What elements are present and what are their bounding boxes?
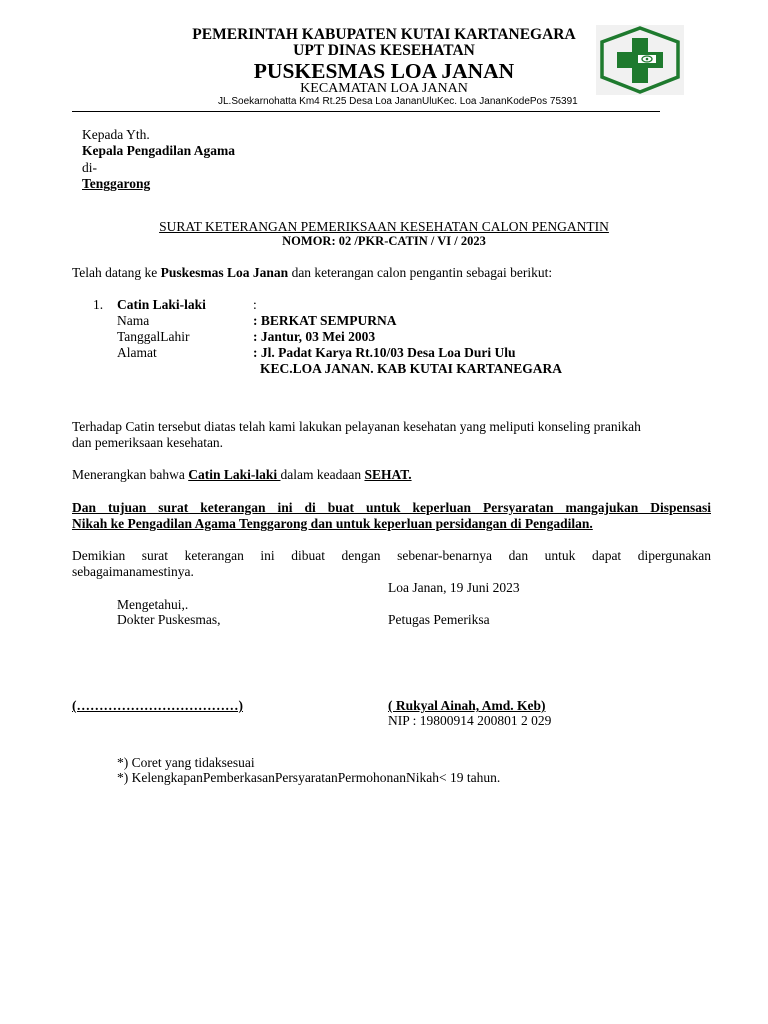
paragraph-purpose-line1: Dan tujuan surat keterangan ini di buat untuk keperluan Persyaratan mangajukan Dispensasi (72, 500, 711, 515)
catin-number: 1. (93, 297, 104, 312)
paragraph-purpose-line2: Nikah ke Pengadilan Agama Tenggarong dan untuk keperluan persidangan di Pengadilan. (72, 516, 593, 531)
signature-left-name: (………………………………) (72, 698, 243, 713)
document-number: NOMOR: 02 /PKR-CATIN / VI / 2023 (282, 234, 486, 248)
paragraph-closing-line2: sebagaimanamestinya. (72, 564, 194, 579)
signature-left-label2: Dokter Puskesmas, (117, 612, 221, 627)
note-line1: *) Coret yang tidaksesuai (117, 755, 255, 770)
field-value-nama: : BERKAT SEMPURNA (253, 313, 397, 328)
field-label-nama: Nama (117, 313, 150, 328)
agency-name: PEMERINTAH KABUPATEN KUTAI KARTANEGARA (192, 26, 576, 43)
signature-right-nip: NIP : 19800914 200801 2 029 (388, 713, 552, 728)
institution-name: PUSKESMAS LOA JANAN (253, 59, 515, 83)
puskesmas-logo-icon (596, 25, 684, 95)
district-name: KECAMATAN LOA JANAN (300, 81, 468, 96)
field-label-tanggal-lahir: TanggalLahir (117, 329, 190, 344)
signature-right-name: ( Rukyal Ainah, Amd. Keb) (388, 698, 546, 713)
intro-pre: Telah datang ke (72, 265, 161, 280)
field-label-alamat: Alamat (117, 345, 157, 360)
intro-post: dan keterangan calon pengantin sebagai berikut: (288, 265, 553, 280)
recipient-place: Tenggarong (82, 176, 151, 191)
statement-status: SEHAT. (364, 467, 412, 482)
intro-facility: Puskesmas Loa Janan (160, 265, 289, 280)
letterhead-address: JL.Soekarnohatta Km4 Rt.25 Desa Loa JananUluKec. Loa JananKodePos 75391 (218, 96, 578, 107)
catin-heading-colon: : (253, 297, 257, 312)
statement-catin: Catin Laki-laki (188, 467, 281, 482)
statement-mid: dalam keadaan (280, 467, 365, 482)
field-value-alamat: : Jl. Padat Karya Rt.10/03 Desa Loa Duri Ulu (253, 345, 516, 360)
puskesmas-logo (596, 25, 684, 95)
place-date: Loa Janan, 19 Juni 2023 (388, 580, 520, 595)
intro-text (72, 265, 552, 281)
letterhead-divider (72, 111, 660, 112)
signature-left-label1: Mengetahui,. (117, 597, 189, 612)
paragraph-closing-line1: Demikian surat keterangan ini dibuat dengan sebenar-benarnya dan untuk dapat dipergunakan (72, 548, 711, 563)
catin-heading: Catin Laki-laki (117, 297, 206, 312)
statement-pre: Menerangkan bahwa (72, 467, 189, 482)
note-line2: *) KelengkapanPemberkasanPersyaratanPermohonanNikah< 19 tahun. (117, 770, 501, 785)
recipient-greeting: Kepada Yth. (82, 127, 150, 142)
field-value-tanggal-lahir: : Jantur, 03 Mei 2003 (253, 329, 376, 344)
paragraph-statement (72, 467, 412, 483)
signature-right-label: Petugas Pemeriksa (388, 612, 490, 627)
field-value-alamat-line2: KEC.LOA JANAN. KAB KUTAI KARTANEGARA (260, 361, 563, 376)
department-name: UPT DINAS KESEHATAN (293, 42, 475, 59)
recipient-di: di- (82, 160, 97, 175)
paragraph-service-line2: dan pemeriksaan kesehatan. (72, 435, 224, 450)
document-title: SURAT KETERANGAN PEMERIKSAAN KESEHATAN CALON PENGANTIN (159, 219, 609, 234)
paragraph-service-line1: Terhadap Catin tersebut diatas telah kami lakukan pelayanan kesehatan yang meliputi konseling pranikah (72, 419, 641, 434)
recipient-name: Kepala Pengadilan Agama (82, 143, 236, 158)
